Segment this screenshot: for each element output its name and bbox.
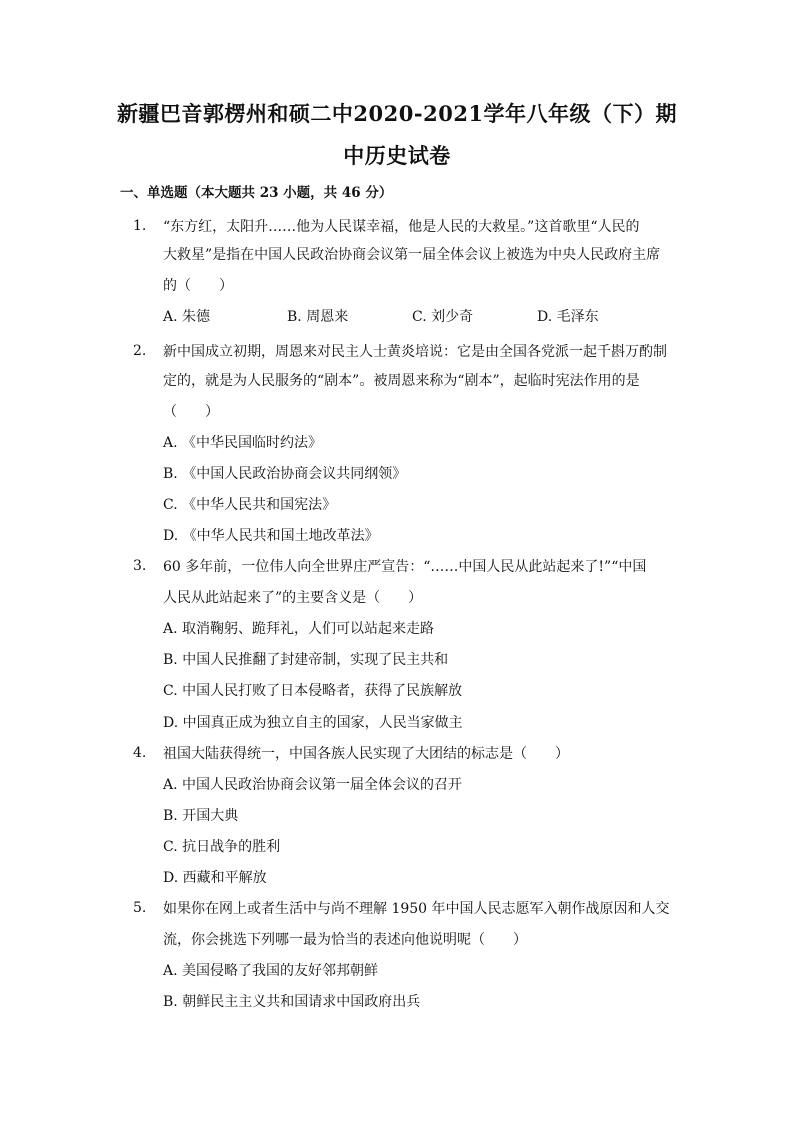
option-a[interactable]: A. 取消鞠躬、跪拜礼，人们可以站起来走路 [163, 621, 435, 637]
section-heading: 一、单选题（本大题共 23 小题，共 46 分） [120, 185, 393, 201]
exam-title-line1: 新疆巴音郭楞州和硕二中2020-2021学年八年级（下）期 [116, 101, 678, 126]
option-b[interactable]: B. 《中国人民政治协商会议共同纲领》 [163, 466, 407, 482]
question-text-line: 祖国大陆获得统一，中国各族人民实现了大团结的标志是（ ） [163, 746, 569, 762]
question-number: 1. [133, 218, 147, 234]
question-text-line: 人民从此站起来了”的主要含义是（ ） [163, 590, 423, 606]
option-b[interactable]: B. 开国大典 [163, 808, 239, 824]
option-d[interactable]: D. 中国真正成为独立自主的国家，人民当家做主 [163, 715, 463, 731]
question-number: 3. [133, 558, 147, 574]
question-text-line: 如果你在网上或者生活中与尚不理解 1950 年中国人民志愿军入朝作战原因和人交 [163, 901, 670, 917]
question-number: 4. [133, 745, 147, 761]
exam-title-line2: 中历史试卷 [343, 143, 451, 168]
option-b[interactable]: B. 朝鲜民主主义共和国请求中国政府出兵 [163, 994, 421, 1010]
option-a[interactable]: A. 中国人民政治协商会议第一届全体会议的召开 [163, 777, 463, 793]
option-d[interactable]: D. 西藏和平解放 [163, 870, 267, 886]
question-text-line: 的（ ） [163, 278, 233, 294]
question-text-line: 新中国成立初期，周恩来对民主人士黄炎培说：它是由全国各党派一起千斟万酌制 [163, 344, 667, 360]
question-text-line: 定的，就是为人民服务的“剧本”。被周恩来称为“剧本”，起临时宪法作用的是 [163, 373, 640, 389]
option-c[interactable]: C. 中国人民打败了日本侵略者，获得了民族解放 [163, 683, 463, 699]
option-c[interactable]: C. 《中华人民共和国宪法》 [163, 497, 337, 513]
option-a[interactable]: A. 美国侵略了我国的友好邻邦朝鲜 [163, 963, 379, 979]
option-b[interactable]: B. 中国人民推翻了封建帝制，实现了民主共和 [163, 652, 449, 668]
option-d[interactable]: D. 《中华人民共和国土地改革法》 [163, 528, 379, 544]
option-d[interactable]: D. 毛泽东 [537, 309, 599, 325]
option-c[interactable]: C. 抗日战争的胜利 [163, 839, 281, 855]
option-b[interactable]: B. 周恩来 [287, 309, 349, 325]
question-text-line: 流，你会挑选下列哪一最为恰当的表述向他说明呢（ ） [163, 932, 527, 948]
option-a[interactable]: A. 朱德 [163, 309, 211, 325]
question-number: 5. [133, 900, 147, 916]
question-number: 2. [133, 343, 147, 359]
question-text-line: 60 多年前，一位伟人向全世界庄严宣告：“……中国人民从此站起来了!”“中国 [163, 559, 647, 575]
question-text-line: “东方红，太阳升……他为人民谋幸福，他是人民的大救星。”这首歌里“人民的 [163, 219, 640, 235]
option-c[interactable]: C. 刘少奇 [412, 309, 474, 325]
question-text-line: （ ） [163, 404, 219, 420]
option-a[interactable]: A. 《中华民国临时约法》 [163, 435, 323, 451]
question-text-line: 大救星”是指在中国人民政治协商会议第一届全体会议上被选为中央人民政府主席 [163, 247, 661, 263]
